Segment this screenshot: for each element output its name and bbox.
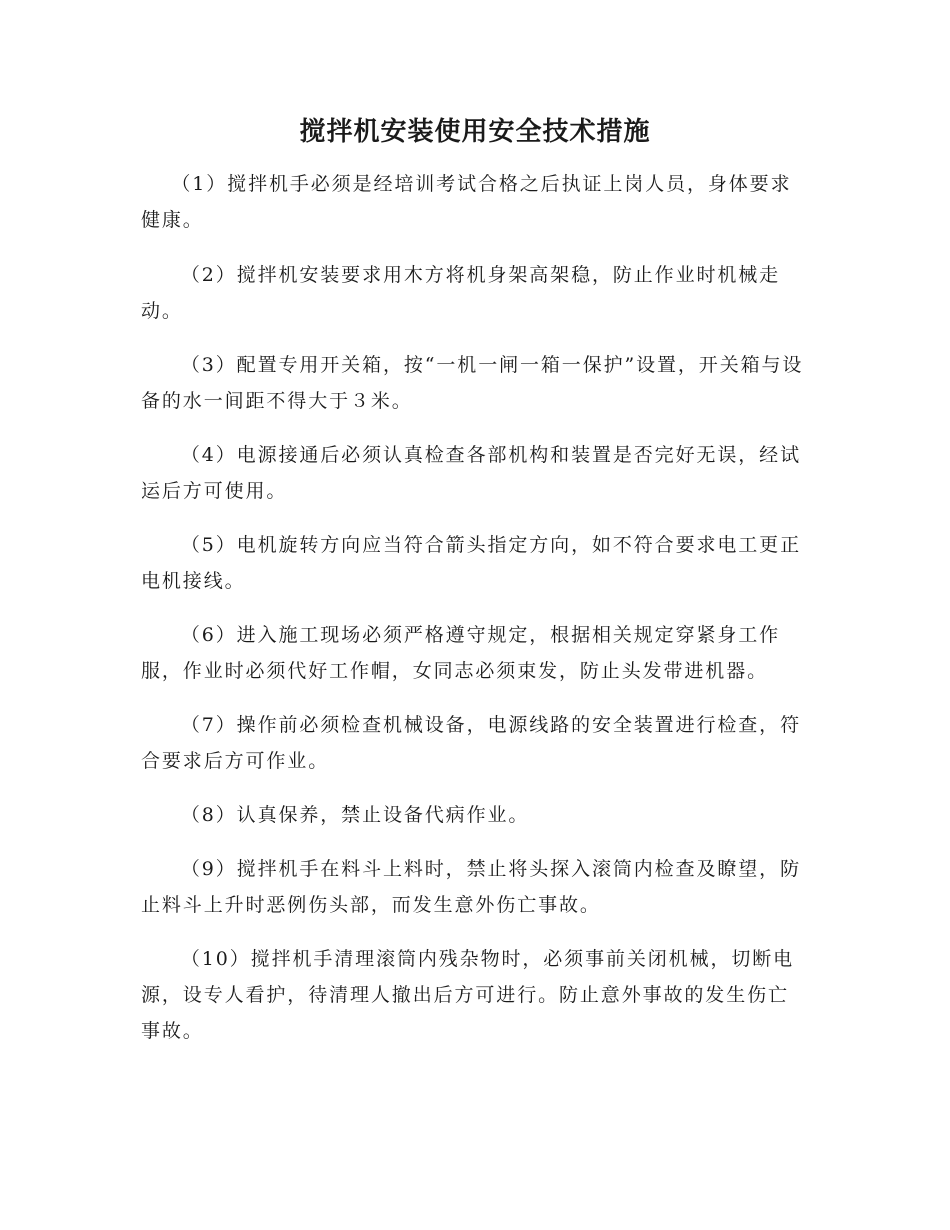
document-body	[141, 166, 805, 1067]
paragraph-9: （9）搅拌机手在料斗上料时，禁止将头探入滚筒内检查及瞭望，防止料斗上升时恶例伤头部，而发生意外伤亡事故。	[141, 858, 801, 916]
paragraph-7: （7）操作前必须检查机械设备，电源线路的安全装置进行检查，符合要求后方可作业。	[141, 714, 801, 772]
paragraph-4: （4）电源接通后必须认真检查各部机构和装置是否完好无误，经试运后方可使用。	[141, 444, 801, 502]
paragraph-5: （5）电机旋转方向应当符合箭头指定方向，如不符合要求电工更正电机接线。	[141, 534, 801, 592]
paragraph-6: （6）进入施工现场必须严格遵守规定，根据相关规定穿紧身工作服，作业时必须代好工作帽，女同志必须束发，防止头发带进机器。	[141, 624, 781, 682]
paragraph-2: （2）搅拌机安装要求用木方将机身架高架稳，防止作业时机械走动。	[141, 264, 781, 322]
paragraph-10: （10）搅拌机手清理滚筒内残杂物时，必须事前关闭机械，切断电源，设专人看护，待清理人撤出后方可进行。防止意外事故的发生伤亡事故。	[141, 948, 795, 1042]
paragraph-8: （8）认真保养，禁止设备代病作业。	[180, 804, 530, 826]
paragraph-1: （1）搅拌机手必须是经培训考试合格之后执证上岗人员，身体要求健康。	[141, 173, 792, 231]
document-title: 搅拌机安装使用安全技术措施	[299, 117, 651, 147]
paragraph-3: （3）配置专用开关箱，按“一机一闸一箱一保护”设置，开关箱与设备的水一间距不得大于３米。	[141, 354, 804, 412]
